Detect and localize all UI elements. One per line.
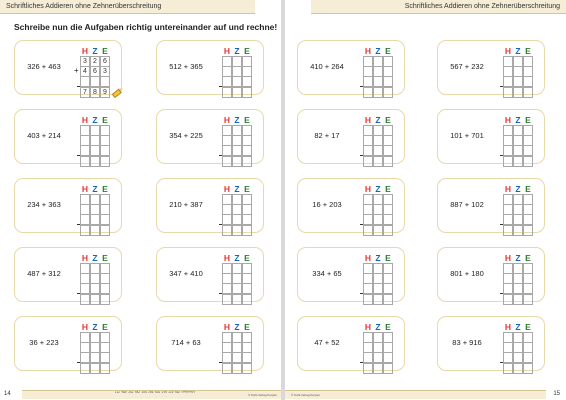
empty-cell[interactable] [513,87,523,98]
empty-cell[interactable] [242,283,252,294]
hundreds-header: H [504,46,512,56]
empty-cell[interactable] [503,352,513,363]
hundreds-header: H [81,115,89,125]
place-value-grid [500,253,533,304]
hundreds-header: H [364,184,372,194]
result-cell: 8 [90,87,100,98]
tens-header: Z [375,253,381,263]
empty-cell[interactable] [363,214,373,225]
result-cell: 7 [80,87,90,98]
place-value-grid [219,46,252,97]
right-page [285,0,566,400]
ones-header: E [525,184,531,194]
empty-cell[interactable] [242,145,252,156]
digit-cell: 3 [100,66,110,77]
empty-cell[interactable] [80,283,90,294]
empty-cell[interactable] [373,76,383,87]
page-header: Schriftliches Addieren ohne Zehnerüberschreitung [0,0,255,14]
place-value-grid [500,322,533,373]
hundreds-header: H [364,115,372,125]
task-card [156,40,264,95]
empty-cell[interactable] [373,214,383,225]
ones-header: E [102,46,108,56]
empty-cell[interactable] [222,214,232,225]
empty-cell[interactable] [523,145,533,156]
empty-cell[interactable] [523,214,533,225]
empty-cell[interactable] [363,76,373,87]
hundreds-header: H [223,184,231,194]
empty-cell[interactable] [80,214,90,225]
ones-header: E [385,46,391,56]
digit-cell: 6 [100,56,110,67]
empty-cell[interactable] [90,225,100,236]
task-card [14,109,122,164]
ones-header: E [244,253,250,263]
place-value-grid [360,115,393,166]
task-expression: 714 + 63 [171,338,201,347]
task-card [437,316,545,371]
empty-cell[interactable] [513,156,523,167]
empty-cell[interactable] [383,225,393,236]
tens-header: Z [375,322,381,332]
digit-cell: 6 [90,66,100,77]
tens-header: Z [515,184,521,194]
empty-cell[interactable] [222,352,232,363]
task-expression: 512 + 365 [169,62,203,71]
empty-cell[interactable] [383,87,393,98]
hundreds-header: H [504,322,512,332]
empty-cell[interactable] [80,363,90,374]
empty-cell[interactable] [383,156,393,167]
empty-cell[interactable] [90,156,100,167]
hundreds-header: H [504,184,512,194]
empty-cell[interactable] [363,352,373,363]
task-card [297,109,405,164]
ones-header: E [244,184,250,194]
tens-header: Z [375,184,381,194]
task-expression: 101 + 701 [450,131,484,140]
empty-cell[interactable] [363,225,373,236]
task-expression: 83 + 916 [452,338,482,347]
hundreds-header: H [504,115,512,125]
empty-cell[interactable] [232,87,242,98]
empty-cell[interactable] [222,156,232,167]
page-footer [285,386,566,400]
place-value-grid [77,184,110,235]
empty-cell[interactable] [90,363,100,374]
empty-cell[interactable] [503,87,513,98]
ones-header: E [525,46,531,56]
empty-cell[interactable] [222,76,232,87]
empty-cell[interactable] [363,145,373,156]
task-expression: 326 + 463 [27,62,61,71]
empty-cell[interactable] [100,214,110,225]
empty-cell[interactable] [523,294,533,305]
empty-cell[interactable] [90,294,100,305]
task-card [297,40,405,95]
empty-cell[interactable] [222,145,232,156]
empty-cell[interactable] [383,283,393,294]
page-header: Schriftliches Addieren ohne Zehnerüberschreitung [311,0,566,14]
empty-cell[interactable] [503,214,513,225]
empty-cell[interactable] [242,87,252,98]
ones-header: E [385,115,391,125]
place-value-grid [360,46,393,97]
empty-cell[interactable] [90,145,100,156]
page-number: 15 [553,391,560,397]
task-expression: 82 + 17 [314,131,340,140]
task-card [14,178,122,233]
place-value-grid [77,253,110,304]
tens-header: Z [92,322,98,332]
hundreds-header: H [223,115,231,125]
hundreds-header: H [223,46,231,56]
empty-cell[interactable] [373,87,383,98]
plus-sign: + [74,66,79,75]
empty-cell[interactable] [242,214,252,225]
ones-header: E [102,253,108,263]
empty-cell[interactable] [373,352,383,363]
task-card [156,109,264,164]
instruction-text: Schreibe nun die Aufgaben richtig untereinander auf und rechne! [14,22,278,32]
empty-cell[interactable] [363,363,373,374]
pencil-icon [112,87,125,98]
empty-cell[interactable] [232,363,242,374]
task-expression: 403 + 214 [27,131,61,140]
task-expression: 567 + 232 [450,62,484,71]
empty-cell[interactable] [80,294,90,305]
empty-cell[interactable] [232,352,242,363]
task-expression: 234 + 363 [27,200,61,209]
hundreds-header: H [364,253,372,263]
empty-cell[interactable] [523,156,533,167]
empty-cell[interactable] [242,76,252,87]
place-value-grid [360,253,393,304]
place-value-grid [360,322,393,373]
ones-header: E [525,115,531,125]
empty-cell[interactable] [100,363,110,374]
tens-header: Z [515,322,521,332]
empty-cell[interactable] [222,294,232,305]
task-card [14,40,122,95]
empty-cell[interactable] [100,156,110,167]
tens-header: Z [234,253,240,263]
ones-header: E [244,322,250,332]
empty-cell[interactable] [513,145,523,156]
empty-cell[interactable] [80,225,90,236]
task-expression: 334 + 65 [312,269,342,278]
empty-cell[interactable] [503,145,513,156]
place-value-grid [219,253,252,304]
result-cell: 9 [100,87,110,98]
tens-header: Z [92,46,98,56]
empty-cell[interactable] [523,363,533,374]
ones-header: E [102,184,108,194]
empty-cell[interactable] [232,76,242,87]
ones-header: E [102,115,108,125]
empty-cell[interactable] [513,225,523,236]
empty-cell[interactable] [523,225,533,236]
empty-cell[interactable] [100,283,110,294]
tens-header: Z [92,184,98,194]
empty-cell[interactable] [383,76,393,87]
empty-cell[interactable] [242,156,252,167]
tens-header: Z [234,322,240,332]
empty-cell[interactable] [373,363,383,374]
empty-cell[interactable] [222,363,232,374]
hundreds-header: H [81,253,89,263]
empty-cell[interactable] [363,294,373,305]
empty-cell[interactable] [80,156,90,167]
place-value-grid [219,322,252,373]
ones-header: E [244,46,250,56]
task-expression: 347 + 410 [169,269,203,278]
empty-cell[interactable] [222,87,232,98]
ones-header: E [525,253,531,263]
empty-cell[interactable] [503,76,513,87]
empty-cell[interactable] [232,283,242,294]
empty-cell[interactable] [523,352,533,363]
empty-cell[interactable] [523,76,533,87]
empty-cell[interactable] [80,76,90,87]
task-expression: 354 + 225 [169,131,203,140]
empty-cell[interactable] [222,225,232,236]
task-card [14,316,122,371]
empty-cell[interactable] [100,294,110,305]
empty-cell[interactable] [383,214,393,225]
page-number: 14 [4,391,11,397]
place-value-grid [77,322,110,373]
copyright-text: © Kohl-Verlag Kerpen [291,393,321,397]
task-card [437,247,545,302]
hundreds-header: H [81,322,89,332]
task-expression: 16 + 203 [312,200,342,209]
task-expression: 210 + 387 [169,200,203,209]
digit-cell: 3 [80,56,90,67]
hundreds-header: H [223,322,231,332]
empty-cell[interactable] [373,225,383,236]
place-value-grid [219,184,252,235]
task-expression: 47 + 52 [314,338,340,347]
empty-cell[interactable] [503,294,513,305]
empty-cell[interactable] [100,225,110,236]
place-value-grid [74,46,110,97]
empty-cell[interactable] [373,145,383,156]
empty-cell[interactable] [373,156,383,167]
tens-header: Z [375,115,381,125]
empty-cell[interactable] [523,87,533,98]
empty-cell[interactable] [100,76,110,87]
tens-header: Z [515,46,521,56]
empty-cell[interactable] [242,363,252,374]
empty-cell[interactable] [363,283,373,294]
empty-cell[interactable] [232,214,242,225]
task-card [156,178,264,233]
solutions-text: Lösungen: 789, 877, 617, 579, 597, 597, 799, 757, 259, 777 [115,390,195,394]
empty-cell[interactable] [232,294,242,305]
task-expression: 801 + 180 [450,269,484,278]
tens-header: Z [234,115,240,125]
place-value-grid [500,115,533,166]
copyright-text: © Kohl-Verlag Kerpen [247,393,277,397]
empty-cell[interactable] [222,283,232,294]
empty-cell[interactable] [503,363,513,374]
empty-cell[interactable] [100,145,110,156]
empty-cell[interactable] [383,294,393,305]
ones-header: E [385,253,391,263]
empty-cell[interactable] [523,283,533,294]
place-value-grid [500,184,533,235]
empty-cell[interactable] [383,352,393,363]
empty-cell[interactable] [90,214,100,225]
empty-cell[interactable] [513,363,523,374]
task-card [437,109,545,164]
task-card [297,316,405,371]
place-value-grid [360,184,393,235]
empty-cell[interactable] [100,352,110,363]
empty-cell[interactable] [232,225,242,236]
task-card [156,316,264,371]
empty-cell[interactable] [363,156,373,167]
place-value-grid [500,46,533,97]
empty-cell[interactable] [232,156,242,167]
ones-header: E [385,322,391,332]
tens-header: Z [92,115,98,125]
task-card [156,247,264,302]
empty-cell[interactable] [80,352,90,363]
empty-cell[interactable] [232,145,242,156]
task-expression: 887 + 102 [450,200,484,209]
ones-header: E [525,322,531,332]
tens-header: Z [375,46,381,56]
ones-header: E [385,184,391,194]
task-expression: 410 + 264 [310,62,344,71]
task-card [437,178,545,233]
hundreds-header: H [504,253,512,263]
digit-cell: 4 [80,66,90,77]
empty-cell[interactable] [90,352,100,363]
hundreds-header: H [81,46,89,56]
empty-cell[interactable] [513,76,523,87]
task-card [14,247,122,302]
empty-cell[interactable] [513,294,523,305]
tens-header: Z [234,46,240,56]
empty-cell[interactable] [513,352,523,363]
empty-cell[interactable] [80,145,90,156]
empty-cell[interactable] [373,283,383,294]
hundreds-header: H [81,184,89,194]
digit-cell: 2 [90,56,100,67]
hundreds-header: H [364,322,372,332]
left-page [0,0,281,400]
empty-cell[interactable] [503,283,513,294]
hundreds-header: H [364,46,372,56]
tens-header: Z [515,115,521,125]
empty-cell[interactable] [513,214,523,225]
empty-cell[interactable] [513,283,523,294]
place-value-grid [219,115,252,166]
task-card [297,247,405,302]
ones-header: E [244,115,250,125]
empty-cell[interactable] [242,225,252,236]
empty-cell[interactable] [503,156,513,167]
hundreds-header: H [223,253,231,263]
empty-cell[interactable] [242,352,252,363]
task-card [297,178,405,233]
tens-header: Z [515,253,521,263]
empty-cell[interactable] [383,145,393,156]
empty-cell[interactable] [90,76,100,87]
place-value-grid [77,115,110,166]
ones-header: E [102,322,108,332]
empty-cell[interactable] [242,294,252,305]
empty-cell[interactable] [90,283,100,294]
empty-cell[interactable] [373,294,383,305]
empty-cell[interactable] [383,363,393,374]
empty-cell[interactable] [363,87,373,98]
task-card [437,40,545,95]
tens-header: Z [234,184,240,194]
tens-header: Z [92,253,98,263]
task-expression: 36 + 223 [29,338,59,347]
empty-cell[interactable] [503,225,513,236]
task-expression: 487 + 312 [27,269,61,278]
